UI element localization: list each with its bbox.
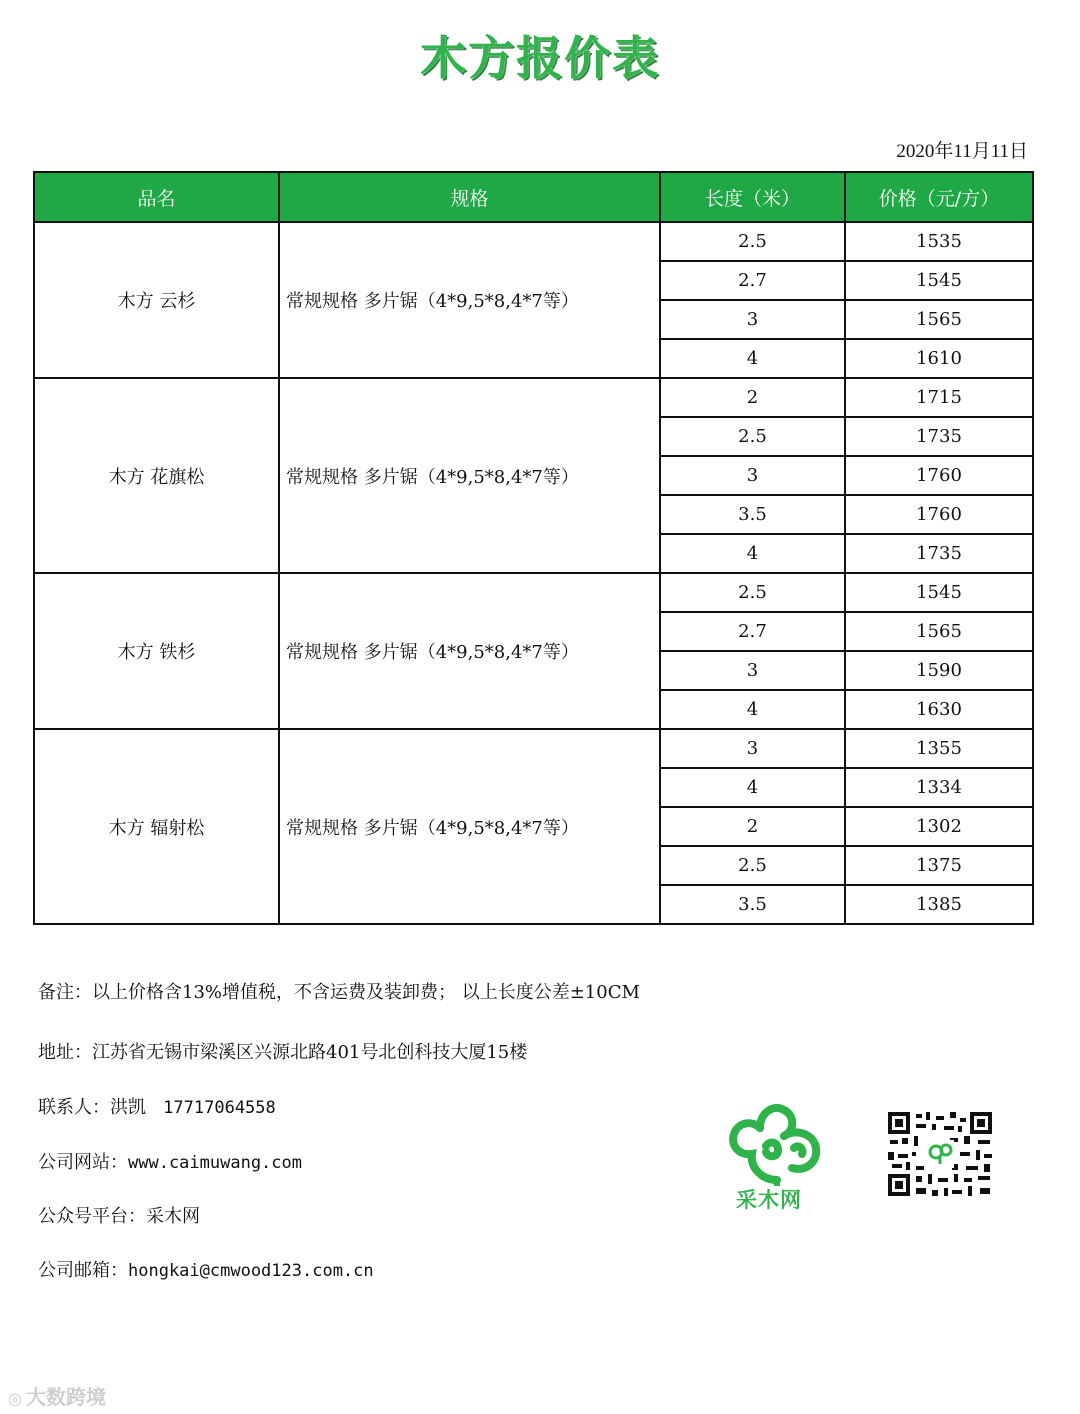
email-link[interactable]: hongkai@cmwood123.com.cn (128, 1261, 374, 1281)
price-cell: 1385 (845, 885, 1033, 924)
price-cell: 1355 (845, 729, 1033, 768)
header-price: 价格（元/方） (845, 172, 1033, 222)
length-cell: 2.5 (660, 417, 845, 456)
price-cell: 1735 (845, 534, 1033, 573)
length-cell: 3.5 (660, 495, 845, 534)
contact-label: 联系人：洪凯 (38, 1097, 146, 1118)
length-cell: 4 (660, 339, 845, 378)
email-label: 公司邮箱： (38, 1260, 128, 1281)
price-cell: 1735 (845, 417, 1033, 456)
price-cell: 1565 (845, 612, 1033, 651)
length-cell: 2.5 (660, 222, 845, 261)
spec-cell: 常规规格 多片锯（4*9,5*8,4*7等） (279, 573, 660, 729)
quote-date: 2020年11月11日 (896, 141, 1028, 162)
length-cell: 3.5 (660, 885, 845, 924)
header-length: 长度（米） (660, 172, 845, 222)
length-cell: 3 (660, 456, 845, 495)
website-note (38, 1148, 302, 1174)
watermark-logo-icon: ◎ (8, 1389, 22, 1408)
table-header-row (34, 172, 1033, 222)
price-cell: 1760 (845, 456, 1033, 495)
product-name-cell: 木方 铁杉 (34, 573, 279, 729)
length-cell: 3 (660, 651, 845, 690)
price-cell: 1630 (845, 690, 1033, 729)
table-row (34, 378, 1033, 417)
price-cell: 1760 (845, 495, 1033, 534)
watermark-text: 大数跨境 (25, 1385, 106, 1409)
wechat-note: 公众号平台：采木网 (38, 1206, 200, 1227)
remark-note: 备注：以上价格含13%增值税，不含运费及装卸费； 以上长度公差±10CM (38, 982, 640, 1003)
price-cell: 1375 (845, 846, 1033, 885)
price-cell: 1590 (845, 651, 1033, 690)
table-row (34, 573, 1033, 612)
product-name-cell: 木方 花旗松 (34, 378, 279, 573)
price-cell: 1715 (845, 378, 1033, 417)
price-cell: 1302 (845, 807, 1033, 846)
product-name-cell: 木方 云杉 (34, 222, 279, 378)
length-cell: 4 (660, 690, 845, 729)
website-link[interactable]: www.caimuwang.com (128, 1153, 302, 1173)
header-spec: 规格 (279, 172, 660, 222)
email-note (38, 1256, 374, 1282)
qr-code-icon (886, 1110, 994, 1198)
price-cell: 1545 (845, 261, 1033, 300)
table-row (34, 222, 1033, 261)
price-cell: 1565 (845, 300, 1033, 339)
length-cell: 2.5 (660, 573, 845, 612)
price-cell: 1545 (845, 573, 1033, 612)
length-cell: 2.5 (660, 846, 845, 885)
spec-cell: 常规规格 多片锯（4*9,5*8,4*7等） (279, 378, 660, 573)
price-cell: 1535 (845, 222, 1033, 261)
website-label: 公司网站： (38, 1152, 128, 1173)
address-note: 地址：江苏省无锡市梁溪区兴源北路401号北创科技大厦15楼 (38, 1042, 528, 1063)
contact-note (38, 1093, 276, 1119)
price-cell: 1334 (845, 768, 1033, 807)
spec-cell: 常规规格 多片锯（4*9,5*8,4*7等） (279, 729, 660, 924)
spec-cell: 常规规格 多片锯（4*9,5*8,4*7等） (279, 222, 660, 378)
length-cell: 4 (660, 768, 845, 807)
page-title: 木方报价表 (420, 31, 660, 85)
length-cell: 3 (660, 300, 845, 339)
length-cell: 2.7 (660, 612, 845, 651)
product-name-cell: 木方 辐射松 (34, 729, 279, 924)
watermark (8, 1381, 106, 1410)
table-row (34, 729, 1033, 768)
length-cell: 2 (660, 807, 845, 846)
price-table (33, 171, 1034, 925)
header-product-name: 品名 (34, 172, 279, 222)
length-cell: 2.7 (660, 261, 845, 300)
length-cell: 3 (660, 729, 845, 768)
length-cell: 4 (660, 534, 845, 573)
price-cell: 1610 (845, 339, 1033, 378)
length-cell: 2 (660, 378, 845, 417)
logo-text: 采木网 (736, 1188, 802, 1212)
contact-phone: 17717064558 (163, 1098, 276, 1118)
